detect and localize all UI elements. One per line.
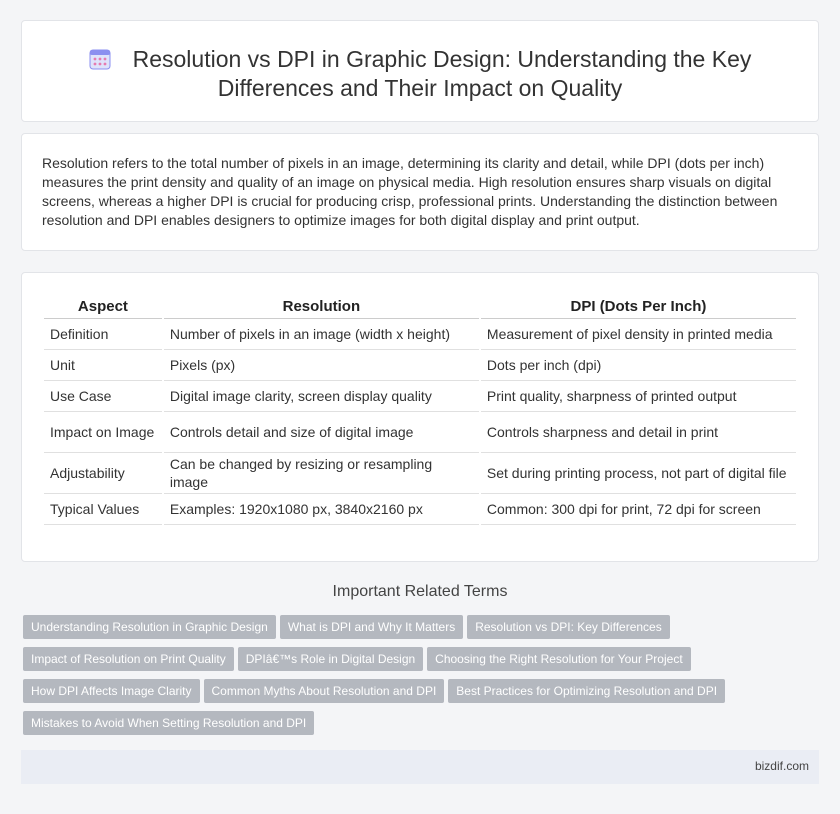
related-term-link[interactable]: DPIâ€™s Role in Digital Design	[238, 647, 423, 671]
row-resolution: Pixels (px)	[164, 350, 479, 381]
table-header-row	[44, 295, 796, 319]
related-term-link[interactable]: Common Myths About Resolution and DPI	[204, 679, 445, 703]
related-term-link[interactable]: Resolution vs DPI: Key Differences	[467, 615, 670, 639]
related-term-link[interactable]: Impact of Resolution on Print Quality	[23, 647, 234, 671]
table-row	[44, 453, 796, 494]
row-aspect: Typical Values	[44, 494, 162, 525]
row-aspect: Adjustability	[44, 453, 162, 494]
row-resolution: Controls detail and size of digital image	[164, 412, 479, 453]
related-term-link[interactable]: Best Practices for Optimizing Resolution and DPI	[448, 679, 725, 703]
row-resolution: Digital image clarity, screen display quality	[164, 381, 479, 412]
calendar-grid-icon	[89, 48, 111, 70]
table-row	[44, 494, 796, 525]
row-dpi: Set during printing process, not part of digital file	[481, 453, 796, 494]
page-title-text: Resolution vs DPI in Graphic Design: Understanding the Key Differences and Their Impact on Quality	[132, 46, 752, 101]
intro-card	[21, 133, 819, 251]
row-resolution: Can be changed by resizing or resampling image	[164, 453, 479, 494]
intro-paragraph: Resolution refers to the total number of pixels in an image, determining its clarity and detail, while DPI (dots per inch) measures the print density and quality of an image on physical media. High resolution ensures sharp visuals on digital screens, whereas a higher DPI is crucial for producing crisp, professional prints. Understanding the distinction between resolution and DPI enables designers to optimize images for both digital display and print output.	[42, 155, 778, 228]
header-aspect: Aspect	[44, 295, 162, 319]
row-aspect: Use Case	[44, 381, 162, 412]
row-dpi: Measurement of pixel density in printed media	[481, 319, 796, 350]
related-term-link[interactable]: What is DPI and Why It Matters	[280, 615, 463, 639]
row-aspect: Unit	[44, 350, 162, 381]
row-aspect: Impact on Image	[44, 412, 162, 453]
row-dpi: Dots per inch (dpi)	[481, 350, 796, 381]
table-row	[44, 381, 796, 412]
comparison-table	[42, 295, 798, 525]
related-term-link[interactable]: Mistakes to Avoid When Setting Resolution and DPI	[23, 711, 314, 735]
row-dpi: Common: 300 dpi for print, 72 dpi for screen	[481, 494, 796, 525]
header-dpi: DPI (Dots Per Inch)	[481, 295, 796, 319]
related-term-link[interactable]: Understanding Resolution in Graphic Design	[23, 615, 276, 639]
page-title	[62, 45, 778, 103]
row-aspect: Definition	[44, 319, 162, 350]
footer-bar	[21, 750, 819, 784]
table-row	[44, 350, 796, 381]
related-terms-title: Important Related Terms	[332, 583, 508, 600]
header-resolution: Resolution	[164, 295, 479, 319]
row-dpi: Controls sharpness and detail in print	[481, 412, 796, 453]
title-card	[21, 20, 819, 122]
row-resolution: Number of pixels in an image (width x height)	[164, 319, 479, 350]
related-term-link[interactable]: Choosing the Right Resolution for Your Project	[427, 647, 690, 671]
table-row	[44, 319, 796, 350]
related-terms-list	[23, 615, 783, 743]
comparison-card	[21, 272, 819, 562]
table-row	[44, 412, 796, 453]
site-name[interactable]: bizdif.com	[754, 759, 809, 773]
related-term-link[interactable]: How DPI Affects Image Clarity	[23, 679, 200, 703]
row-dpi: Print quality, sharpness of printed output	[481, 381, 796, 412]
row-resolution: Examples: 1920x1080 px, 3840x2160 px	[164, 494, 479, 525]
